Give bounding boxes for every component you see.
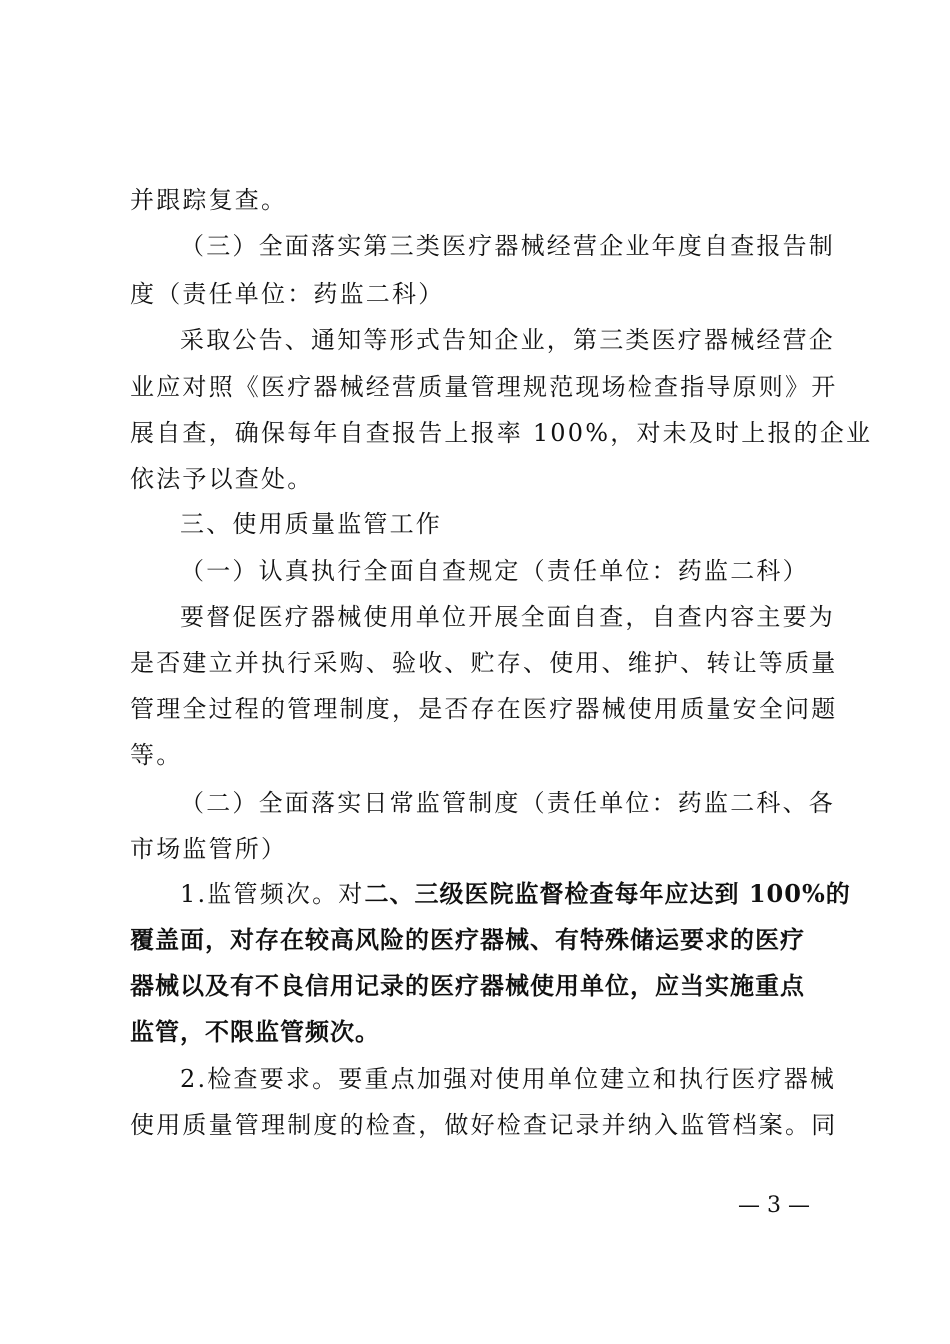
bold-paragraph-line: 监管，不限监管频次。 bbox=[130, 1017, 380, 1046]
subsection-heading: （二）全面落实日常监管制度（责任单位：药监二科、各 bbox=[180, 789, 835, 817]
paragraph-line: 业应对照《医疗器械经营质量管理规范现场检查指导原则》开 bbox=[130, 373, 838, 401]
paragraph-line: 采取公告、通知等形式告知企业，第三类医疗器械经营企 bbox=[180, 326, 835, 354]
section-heading: 三、使用质量监管工作 bbox=[180, 510, 442, 538]
subsection-heading: （三）全面落实第三类医疗器械经营企业年度自查报告制 bbox=[180, 232, 835, 260]
paragraph-line: 展自查，确保每年自查报告上报率 100%，对未及时上报的企业 bbox=[130, 419, 873, 447]
item-label: 1.监管频次。对 bbox=[180, 880, 365, 908]
paragraph-line: 依法予以查处。 bbox=[130, 465, 314, 493]
bold-text: 二、三级医院监督检查每年应达到 100%的 bbox=[364, 879, 851, 908]
paragraph-line: 要督促医疗器械使用单位开展全面自查，自查内容主要为 bbox=[180, 603, 835, 631]
subsection-heading-continued: 度（责任单位：药监二科） bbox=[130, 280, 445, 308]
subsection-heading-continued: 市场监管所） bbox=[130, 835, 288, 863]
paragraph-line: 使用质量管理制度的检查，做好检查记录并纳入监管档案。同 bbox=[130, 1111, 838, 1139]
page-number: — 3 — bbox=[738, 1193, 810, 1218]
paragraph-line: 2.检查要求。要重点加强对使用单位建立和执行医疗器械 bbox=[180, 1065, 837, 1093]
bold-paragraph-line bbox=[180, 879, 851, 909]
paragraph-line: 并跟踪复查。 bbox=[130, 186, 288, 214]
bold-paragraph-line: 覆盖面，对存在较高风险的医疗器械、有特殊储运要求的医疗 bbox=[130, 925, 805, 954]
subsection-heading: （一）认真执行全面自查规定（责任单位：药监二科） bbox=[180, 557, 809, 585]
bold-paragraph-line: 器械以及有不良信用记录的医疗器械使用单位，应当实施重点 bbox=[130, 971, 805, 1000]
paragraph-line: 等。 bbox=[130, 741, 183, 769]
paragraph-line: 是否建立并执行采购、验收、贮存、使用、维护、转让等质量 bbox=[130, 649, 838, 677]
paragraph-line: 管理全过程的管理制度，是否存在医疗器械使用质量安全问题 bbox=[130, 695, 838, 723]
